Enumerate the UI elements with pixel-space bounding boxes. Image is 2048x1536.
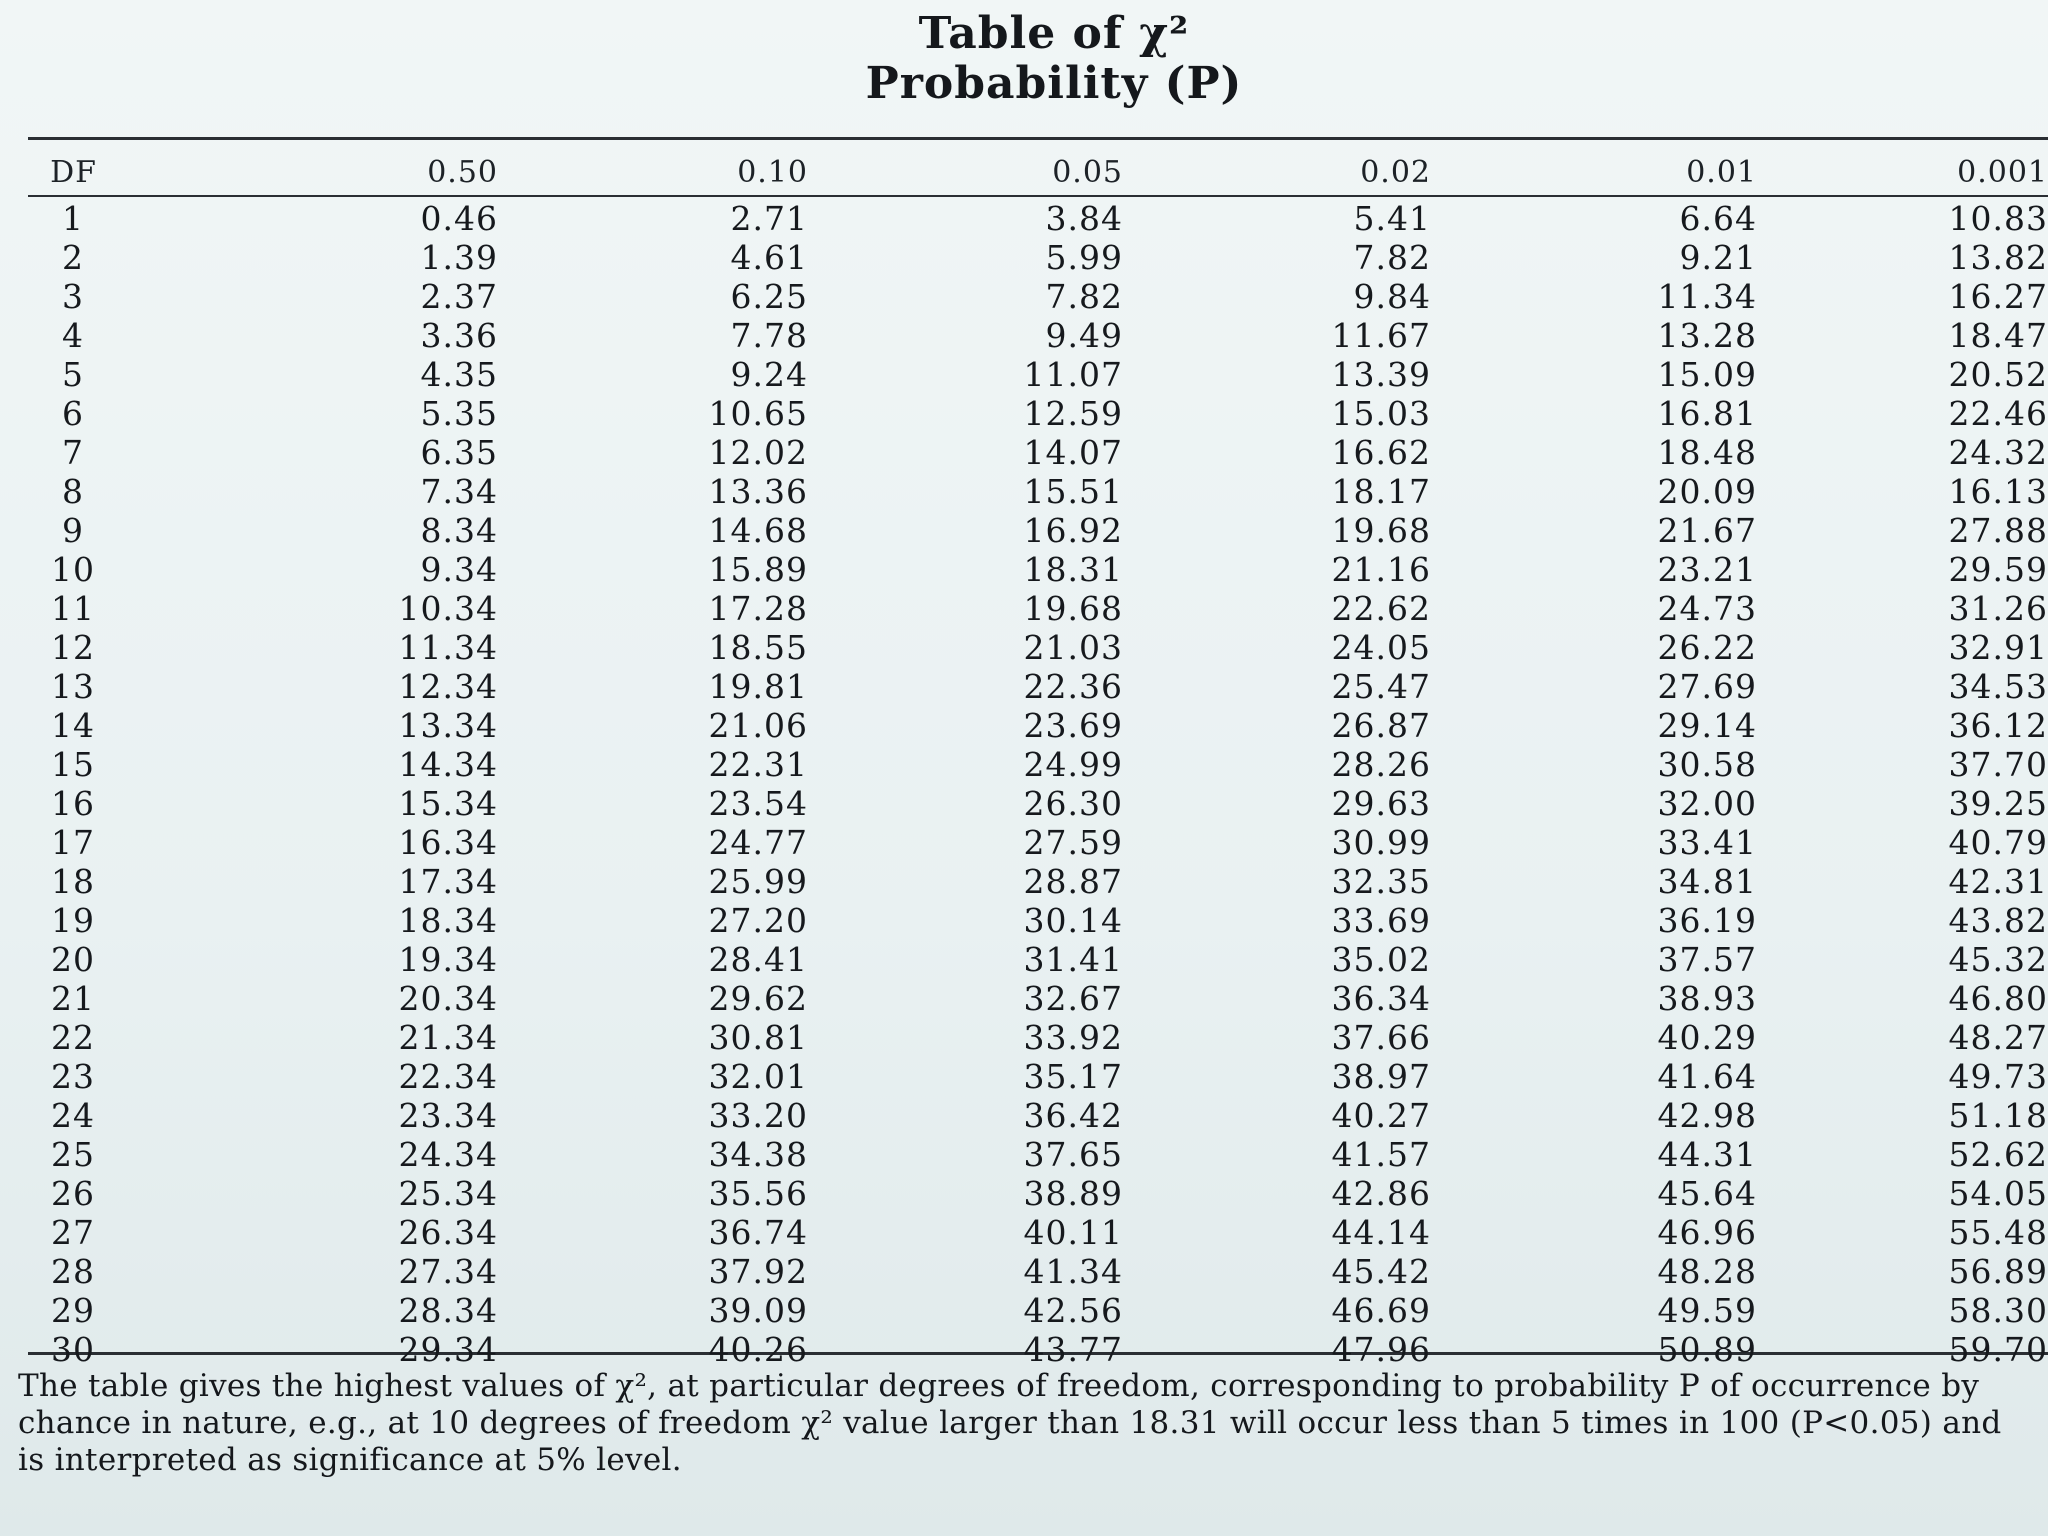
table-row [28, 1096, 2048, 1135]
cell-p-050: 29.34 [398, 1330, 498, 1369]
cell-p-010: 30.81 [708, 1018, 808, 1057]
cell-p-002: 30.99 [1331, 823, 1431, 862]
table-row [28, 667, 2048, 706]
table-row [28, 1018, 2048, 1057]
table-title: Table of χ² [918, 8, 1190, 59]
cell-p-050: 17.34 [398, 862, 498, 901]
cell-p-050: 19.34 [398, 940, 498, 979]
cell-p-005: 19.68 [1023, 589, 1123, 628]
table-row [28, 355, 2048, 394]
cell-p-010: 17.28 [708, 589, 808, 628]
table-row [28, 550, 2048, 589]
cell-p-050: 16.34 [398, 823, 498, 862]
header-p-001: 0.01 [1686, 154, 1757, 190]
cell-p-010: 37.92 [708, 1252, 808, 1291]
cell-p-050: 20.34 [398, 979, 498, 1018]
cell-df: 4 [62, 316, 84, 355]
table-row [28, 433, 2048, 472]
cell-p-005: 24.99 [1023, 745, 1123, 784]
table-row [28, 979, 2048, 1018]
table-row [28, 472, 2048, 511]
cell-df: 29 [51, 1291, 95, 1330]
cell-p-002: 40.27 [1331, 1096, 1431, 1135]
cell-p-001: 16.81 [1657, 394, 1757, 433]
cell-p-005: 7.82 [1045, 277, 1123, 316]
cell-p-005: 36.42 [1023, 1096, 1123, 1135]
cell-p-0001: 18.47 [1948, 316, 2048, 355]
cell-p-001: 50.89 [1657, 1330, 1757, 1369]
cell-p-050: 21.34 [398, 1018, 498, 1057]
cell-p-005: 18.31 [1023, 550, 1123, 589]
cell-p-010: 13.36 [708, 472, 808, 511]
cell-p-050: 28.34 [398, 1291, 498, 1330]
cell-p-010: 40.26 [708, 1330, 808, 1369]
cell-p-005: 21.03 [1023, 628, 1123, 667]
cell-p-001: 36.19 [1657, 901, 1757, 940]
cell-df: 24 [51, 1096, 95, 1135]
cell-p-010: 18.55 [708, 628, 808, 667]
cell-p-002: 21.16 [1331, 550, 1431, 589]
table-row [28, 1135, 2048, 1174]
cell-p-005: 32.67 [1023, 979, 1123, 1018]
cell-p-050: 13.34 [398, 706, 498, 745]
cell-p-001: 34.81 [1657, 862, 1757, 901]
cell-p-001: 23.21 [1657, 550, 1757, 589]
cell-p-001: 38.93 [1657, 979, 1757, 1018]
cell-df: 22 [51, 1018, 95, 1057]
cell-p-0001: 39.25 [1948, 784, 2048, 823]
cell-p-0001: 36.12 [1948, 706, 2048, 745]
chi-square-table [28, 145, 2048, 1369]
cell-p-010: 2.71 [730, 199, 808, 238]
cell-p-001: 6.64 [1679, 199, 1757, 238]
cell-p-010: 33.20 [708, 1096, 808, 1135]
cell-df: 9 [62, 511, 84, 550]
cell-p-050: 4.35 [420, 355, 498, 394]
cell-p-050: 22.34 [398, 1057, 498, 1096]
cell-df: 23 [51, 1057, 95, 1096]
cell-p-0001: 27.88 [1948, 511, 2048, 550]
cell-p-0001: 42.31 [1948, 862, 2048, 901]
cell-p-002: 9.84 [1353, 277, 1431, 316]
cell-p-0001: 51.18 [1948, 1096, 2048, 1135]
cell-p-010: 21.06 [708, 706, 808, 745]
cell-p-002: 15.03 [1331, 394, 1431, 433]
table-row [28, 1213, 2048, 1252]
cell-p-010: 14.68 [708, 511, 808, 550]
table-row [28, 862, 2048, 901]
cell-p-005: 31.41 [1023, 940, 1123, 979]
cell-p-002: 37.66 [1331, 1018, 1431, 1057]
cell-p-010: 7.78 [730, 316, 808, 355]
header-p-005: 0.05 [1052, 154, 1123, 190]
table-row [28, 1174, 2048, 1213]
cell-p-0001: 16.13 [1948, 472, 2048, 511]
cell-df: 14 [51, 706, 95, 745]
cell-p-001: 18.48 [1657, 433, 1757, 472]
cell-p-010: 36.74 [708, 1213, 808, 1252]
cell-p-050: 27.34 [398, 1252, 498, 1291]
cell-p-010: 12.02 [708, 433, 808, 472]
cell-p-0001: 37.70 [1948, 745, 2048, 784]
cell-p-001: 33.41 [1657, 823, 1757, 862]
cell-p-010: 6.25 [730, 277, 808, 316]
cell-p-005: 9.49 [1045, 316, 1123, 355]
cell-p-0001: 32.91 [1948, 628, 2048, 667]
cell-p-050: 12.34 [398, 667, 498, 706]
cell-p-001: 44.31 [1657, 1135, 1757, 1174]
cell-p-001: 45.64 [1657, 1174, 1757, 1213]
cell-p-0001: 45.32 [1948, 940, 2048, 979]
cell-p-0001: 40.79 [1948, 823, 2048, 862]
cell-p-002: 47.96 [1331, 1330, 1431, 1369]
cell-df: 18 [51, 862, 95, 901]
cell-p-0001: 56.89 [1948, 1252, 2048, 1291]
cell-p-001: 41.64 [1657, 1057, 1757, 1096]
cell-p-005: 41.34 [1023, 1252, 1123, 1291]
table-row [28, 940, 2048, 979]
cell-p-001: 11.34 [1657, 277, 1757, 316]
cell-p-005: 15.51 [1023, 472, 1123, 511]
cell-p-001: 26.22 [1657, 628, 1757, 667]
cell-p-002: 7.82 [1353, 238, 1431, 277]
cell-p-050: 18.34 [398, 901, 498, 940]
cell-df: 7 [62, 433, 84, 472]
cell-p-002: 33.69 [1331, 901, 1431, 940]
cell-p-050: 3.36 [420, 316, 498, 355]
cell-p-050: 11.34 [398, 628, 498, 667]
cell-df: 16 [51, 784, 95, 823]
cell-p-002: 19.68 [1331, 511, 1431, 550]
cell-p-001: 46.96 [1657, 1213, 1757, 1252]
cell-p-010: 24.77 [708, 823, 808, 862]
cell-p-050: 24.34 [398, 1135, 498, 1174]
cell-p-0001: 59.70 [1948, 1330, 2048, 1369]
cell-df: 13 [51, 667, 95, 706]
table-row [28, 784, 2048, 823]
cell-df: 28 [51, 1252, 95, 1291]
cell-p-002: 22.62 [1331, 589, 1431, 628]
cell-p-010: 22.31 [708, 745, 808, 784]
table-row [28, 823, 2048, 862]
header-p-010: 0.10 [737, 154, 808, 190]
cell-df: 1 [62, 199, 84, 238]
cell-p-001: 48.28 [1657, 1252, 1757, 1291]
cell-df: 20 [51, 940, 95, 979]
cell-p-002: 16.62 [1331, 433, 1431, 472]
cell-p-005: 27.59 [1023, 823, 1123, 862]
header-df: DF [50, 154, 97, 190]
cell-p-005: 28.87 [1023, 862, 1123, 901]
cell-df: 26 [51, 1174, 95, 1213]
cell-p-0001: 29.59 [1948, 550, 2048, 589]
cell-p-005: 26.30 [1023, 784, 1123, 823]
cell-p-001: 40.29 [1657, 1018, 1757, 1057]
cell-p-010: 10.65 [708, 394, 808, 433]
cell-p-010: 39.09 [708, 1291, 808, 1330]
cell-p-002: 25.47 [1331, 667, 1431, 706]
cell-p-050: 9.34 [420, 550, 498, 589]
cell-p-001: 9.21 [1679, 238, 1757, 277]
cell-p-0001: 31.26 [1948, 589, 2048, 628]
footnote: The table gives the highest values of χ², at particular degrees of freedom, corresponding to probability P of occurrence by chance in nature, e.g., at 10 degrees of freedom χ² value larger than 18.31 will occur less than 5 times in 100 (P<0.05) and is interpreted as significance at 5% level. [18, 1368, 2002, 1478]
table-row [28, 706, 2048, 745]
cell-p-0001: 34.53 [1948, 667, 2048, 706]
cell-df: 11 [51, 589, 95, 628]
cell-p-002: 35.02 [1331, 940, 1431, 979]
cell-p-001: 24.73 [1657, 589, 1757, 628]
table-row [28, 1330, 2048, 1369]
cell-p-005: 42.56 [1023, 1291, 1123, 1330]
cell-p-005: 3.84 [1045, 199, 1123, 238]
cell-p-010: 4.61 [730, 238, 808, 277]
cell-p-010: 28.41 [708, 940, 808, 979]
cell-p-0001: 16.27 [1948, 277, 2048, 316]
cell-df: 5 [62, 355, 84, 394]
cell-p-0001: 24.32 [1948, 433, 2048, 472]
cell-p-001: 27.69 [1657, 667, 1757, 706]
cell-p-005: 35.17 [1023, 1057, 1123, 1096]
cell-p-002: 44.14 [1331, 1213, 1431, 1252]
header-p-0001: 0.001 [1957, 154, 2048, 190]
cell-df: 19 [51, 901, 95, 940]
cell-p-001: 21.67 [1657, 511, 1757, 550]
cell-p-050: 15.34 [398, 784, 498, 823]
cell-p-001: 29.14 [1657, 706, 1757, 745]
cell-p-005: 22.36 [1023, 667, 1123, 706]
table-row [28, 199, 2048, 238]
cell-p-0001: 49.73 [1948, 1057, 2048, 1096]
cell-p-001: 13.28 [1657, 316, 1757, 355]
cell-p-002: 45.42 [1331, 1252, 1431, 1291]
table-row [28, 1252, 2048, 1291]
cell-p-005: 38.89 [1023, 1174, 1123, 1213]
cell-df: 30 [51, 1330, 95, 1369]
cell-p-005: 23.69 [1023, 706, 1123, 745]
cell-p-002: 42.86 [1331, 1174, 1431, 1213]
cell-p-005: 5.99 [1045, 238, 1123, 277]
cell-p-005: 43.77 [1023, 1330, 1123, 1369]
cell-p-050: 10.34 [398, 589, 498, 628]
cell-p-002: 24.05 [1331, 628, 1431, 667]
table-row [28, 745, 2048, 784]
cell-p-050: 2.37 [420, 277, 498, 316]
cell-p-0001: 20.52 [1948, 355, 2048, 394]
cell-p-0001: 22.46 [1948, 394, 2048, 433]
table-row [28, 394, 2048, 433]
cell-p-0001: 10.83 [1948, 199, 2048, 238]
cell-df: 8 [62, 472, 84, 511]
cell-p-001: 20.09 [1657, 472, 1757, 511]
table-row [28, 901, 2048, 940]
cell-p-001: 30.58 [1657, 745, 1757, 784]
cell-p-002: 11.67 [1331, 316, 1431, 355]
cell-p-005: 16.92 [1023, 511, 1123, 550]
cell-p-005: 11.07 [1023, 355, 1123, 394]
cell-p-010: 29.62 [708, 979, 808, 1018]
cell-p-002: 18.17 [1331, 472, 1431, 511]
cell-df: 3 [62, 277, 84, 316]
table-row [28, 1291, 2048, 1330]
cell-p-010: 34.38 [708, 1135, 808, 1174]
cell-p-0001: 46.80 [1948, 979, 2048, 1018]
cell-p-001: 37.57 [1657, 940, 1757, 979]
table-row [28, 1057, 2048, 1096]
table-subtitle: Probability (P) [865, 58, 1243, 109]
header-p-050: 0.50 [427, 154, 498, 190]
table-row [28, 628, 2048, 667]
cell-p-001: 32.00 [1657, 784, 1757, 823]
cell-p-050: 1.39 [420, 238, 498, 277]
cell-p-050: 23.34 [398, 1096, 498, 1135]
table-row [28, 238, 2048, 277]
cell-p-010: 27.20 [708, 901, 808, 940]
cell-p-005: 40.11 [1023, 1213, 1123, 1252]
cell-p-010: 35.56 [708, 1174, 808, 1213]
cell-p-002: 13.39 [1331, 355, 1431, 394]
cell-p-0001: 54.05 [1948, 1174, 2048, 1213]
cell-df: 27 [51, 1213, 95, 1252]
cell-df: 10 [51, 550, 95, 589]
cell-p-0001: 52.62 [1948, 1135, 2048, 1174]
table-row [28, 511, 2048, 550]
cell-p-050: 6.35 [420, 433, 498, 472]
cell-p-050: 5.35 [420, 394, 498, 433]
cell-p-002: 46.69 [1331, 1291, 1431, 1330]
cell-p-0001: 13.82 [1948, 238, 2048, 277]
cell-p-005: 37.65 [1023, 1135, 1123, 1174]
cell-p-005: 14.07 [1023, 433, 1123, 472]
cell-p-050: 8.34 [420, 511, 498, 550]
cell-p-001: 49.59 [1657, 1291, 1757, 1330]
cell-p-002: 36.34 [1331, 979, 1431, 1018]
cell-p-010: 23.54 [708, 784, 808, 823]
cell-df: 21 [51, 979, 95, 1018]
cell-p-0001: 58.30 [1948, 1291, 2048, 1330]
cell-p-050: 0.46 [420, 199, 498, 238]
cell-p-002: 32.35 [1331, 862, 1431, 901]
cell-p-001: 42.98 [1657, 1096, 1757, 1135]
cell-p-002: 28.26 [1331, 745, 1431, 784]
table-body [28, 199, 2048, 1369]
cell-df: 17 [51, 823, 95, 862]
cell-p-0001: 48.27 [1948, 1018, 2048, 1057]
cell-df: 25 [51, 1135, 95, 1174]
cell-p-050: 25.34 [398, 1174, 498, 1213]
cell-p-010: 25.99 [708, 862, 808, 901]
cell-p-005: 12.59 [1023, 394, 1123, 433]
cell-p-010: 19.81 [708, 667, 808, 706]
table-row [28, 316, 2048, 355]
cell-p-0001: 55.48 [1948, 1213, 2048, 1252]
cell-df: 12 [51, 628, 95, 667]
cell-p-002: 41.57 [1331, 1135, 1431, 1174]
cell-p-050: 14.34 [398, 745, 498, 784]
header-p-002: 0.02 [1360, 154, 1431, 190]
cell-p-002: 29.63 [1331, 784, 1431, 823]
cell-p-010: 9.24 [730, 355, 808, 394]
table-row [28, 277, 2048, 316]
cell-df: 2 [62, 238, 84, 277]
cell-p-001: 15.09 [1657, 355, 1757, 394]
top-rule [28, 137, 2048, 140]
header-row [28, 145, 2048, 199]
cell-p-005: 33.92 [1023, 1018, 1123, 1057]
cell-p-050: 7.34 [420, 472, 498, 511]
cell-df: 6 [62, 394, 84, 433]
cell-p-050: 26.34 [398, 1213, 498, 1252]
cell-df: 15 [51, 745, 95, 784]
cell-p-002: 26.87 [1331, 706, 1431, 745]
table-row [28, 589, 2048, 628]
cell-p-0001: 43.82 [1948, 901, 2048, 940]
cell-p-010: 32.01 [708, 1057, 808, 1096]
cell-p-010: 15.89 [708, 550, 808, 589]
cell-p-002: 38.97 [1331, 1057, 1431, 1096]
cell-p-005: 30.14 [1023, 901, 1123, 940]
cell-p-002: 5.41 [1353, 199, 1431, 238]
